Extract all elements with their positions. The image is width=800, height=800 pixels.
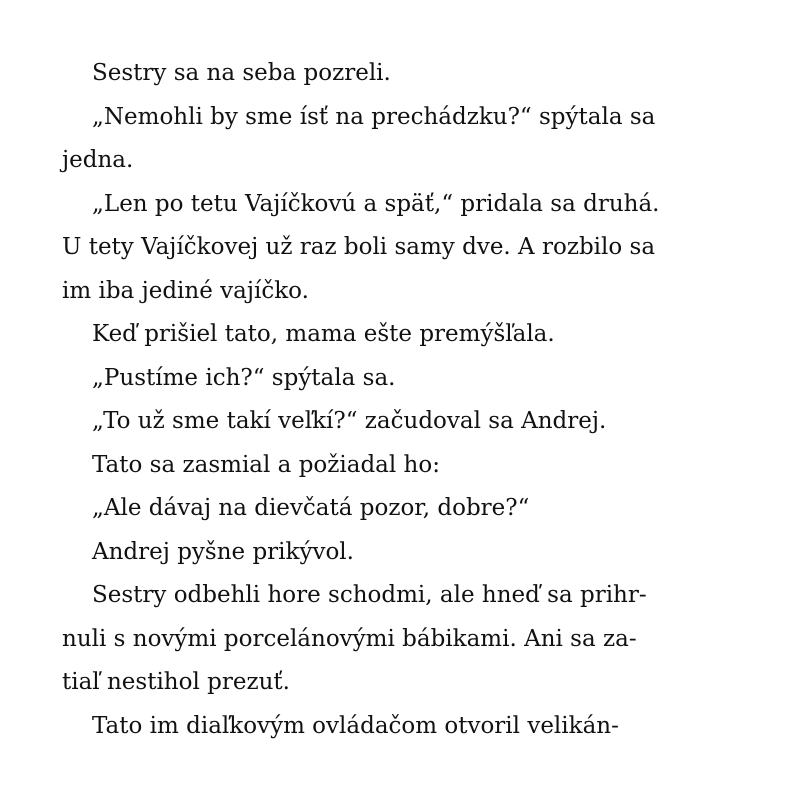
text-line: „Nemohli by sme ísť na prechádzku?“ spýtala sa	[92, 103, 656, 130]
text-line: „Pustíme ich?“ spýtala sa.	[92, 364, 396, 391]
text-line: Tato im diaľkovým ovládačom otvoril velikán-	[92, 712, 619, 739]
text-line: „Ale dávaj na dievčatá pozor, dobre?“	[92, 495, 530, 521]
text-line: Tato sa zasmial a požiadal ho:	[92, 451, 440, 478]
text-line: „To už sme takí veľkí?“ začudoval sa Andrej.	[92, 408, 607, 434]
text-line: Sestry sa na seba pozreli.	[92, 60, 391, 86]
text-line: Keď prišiel tato, mama ešte premýšľala.	[92, 321, 555, 347]
text-line: nuli s novými porcelánovými bábikami. Ani sa za-	[62, 625, 637, 652]
text-line: tiaľ nestihol prezuť.	[62, 669, 290, 695]
text-line: im iba jediné vajíčko.	[62, 277, 309, 304]
text-line: Andrej pyšne prikývol.	[92, 538, 354, 565]
text-line: Sestry odbehli hore schodmi, ale hneď sa prihr-	[92, 582, 647, 608]
text-line: „Len po tetu Vajíčkovú a späť,“ pridala sa druhá.	[92, 190, 660, 217]
page-text	[62, 52, 742, 748]
text-line: U tety Vajíčkovej už raz boli samy dve. A rozbilo sa	[62, 234, 656, 260]
text-line: jedna.	[62, 147, 134, 173]
